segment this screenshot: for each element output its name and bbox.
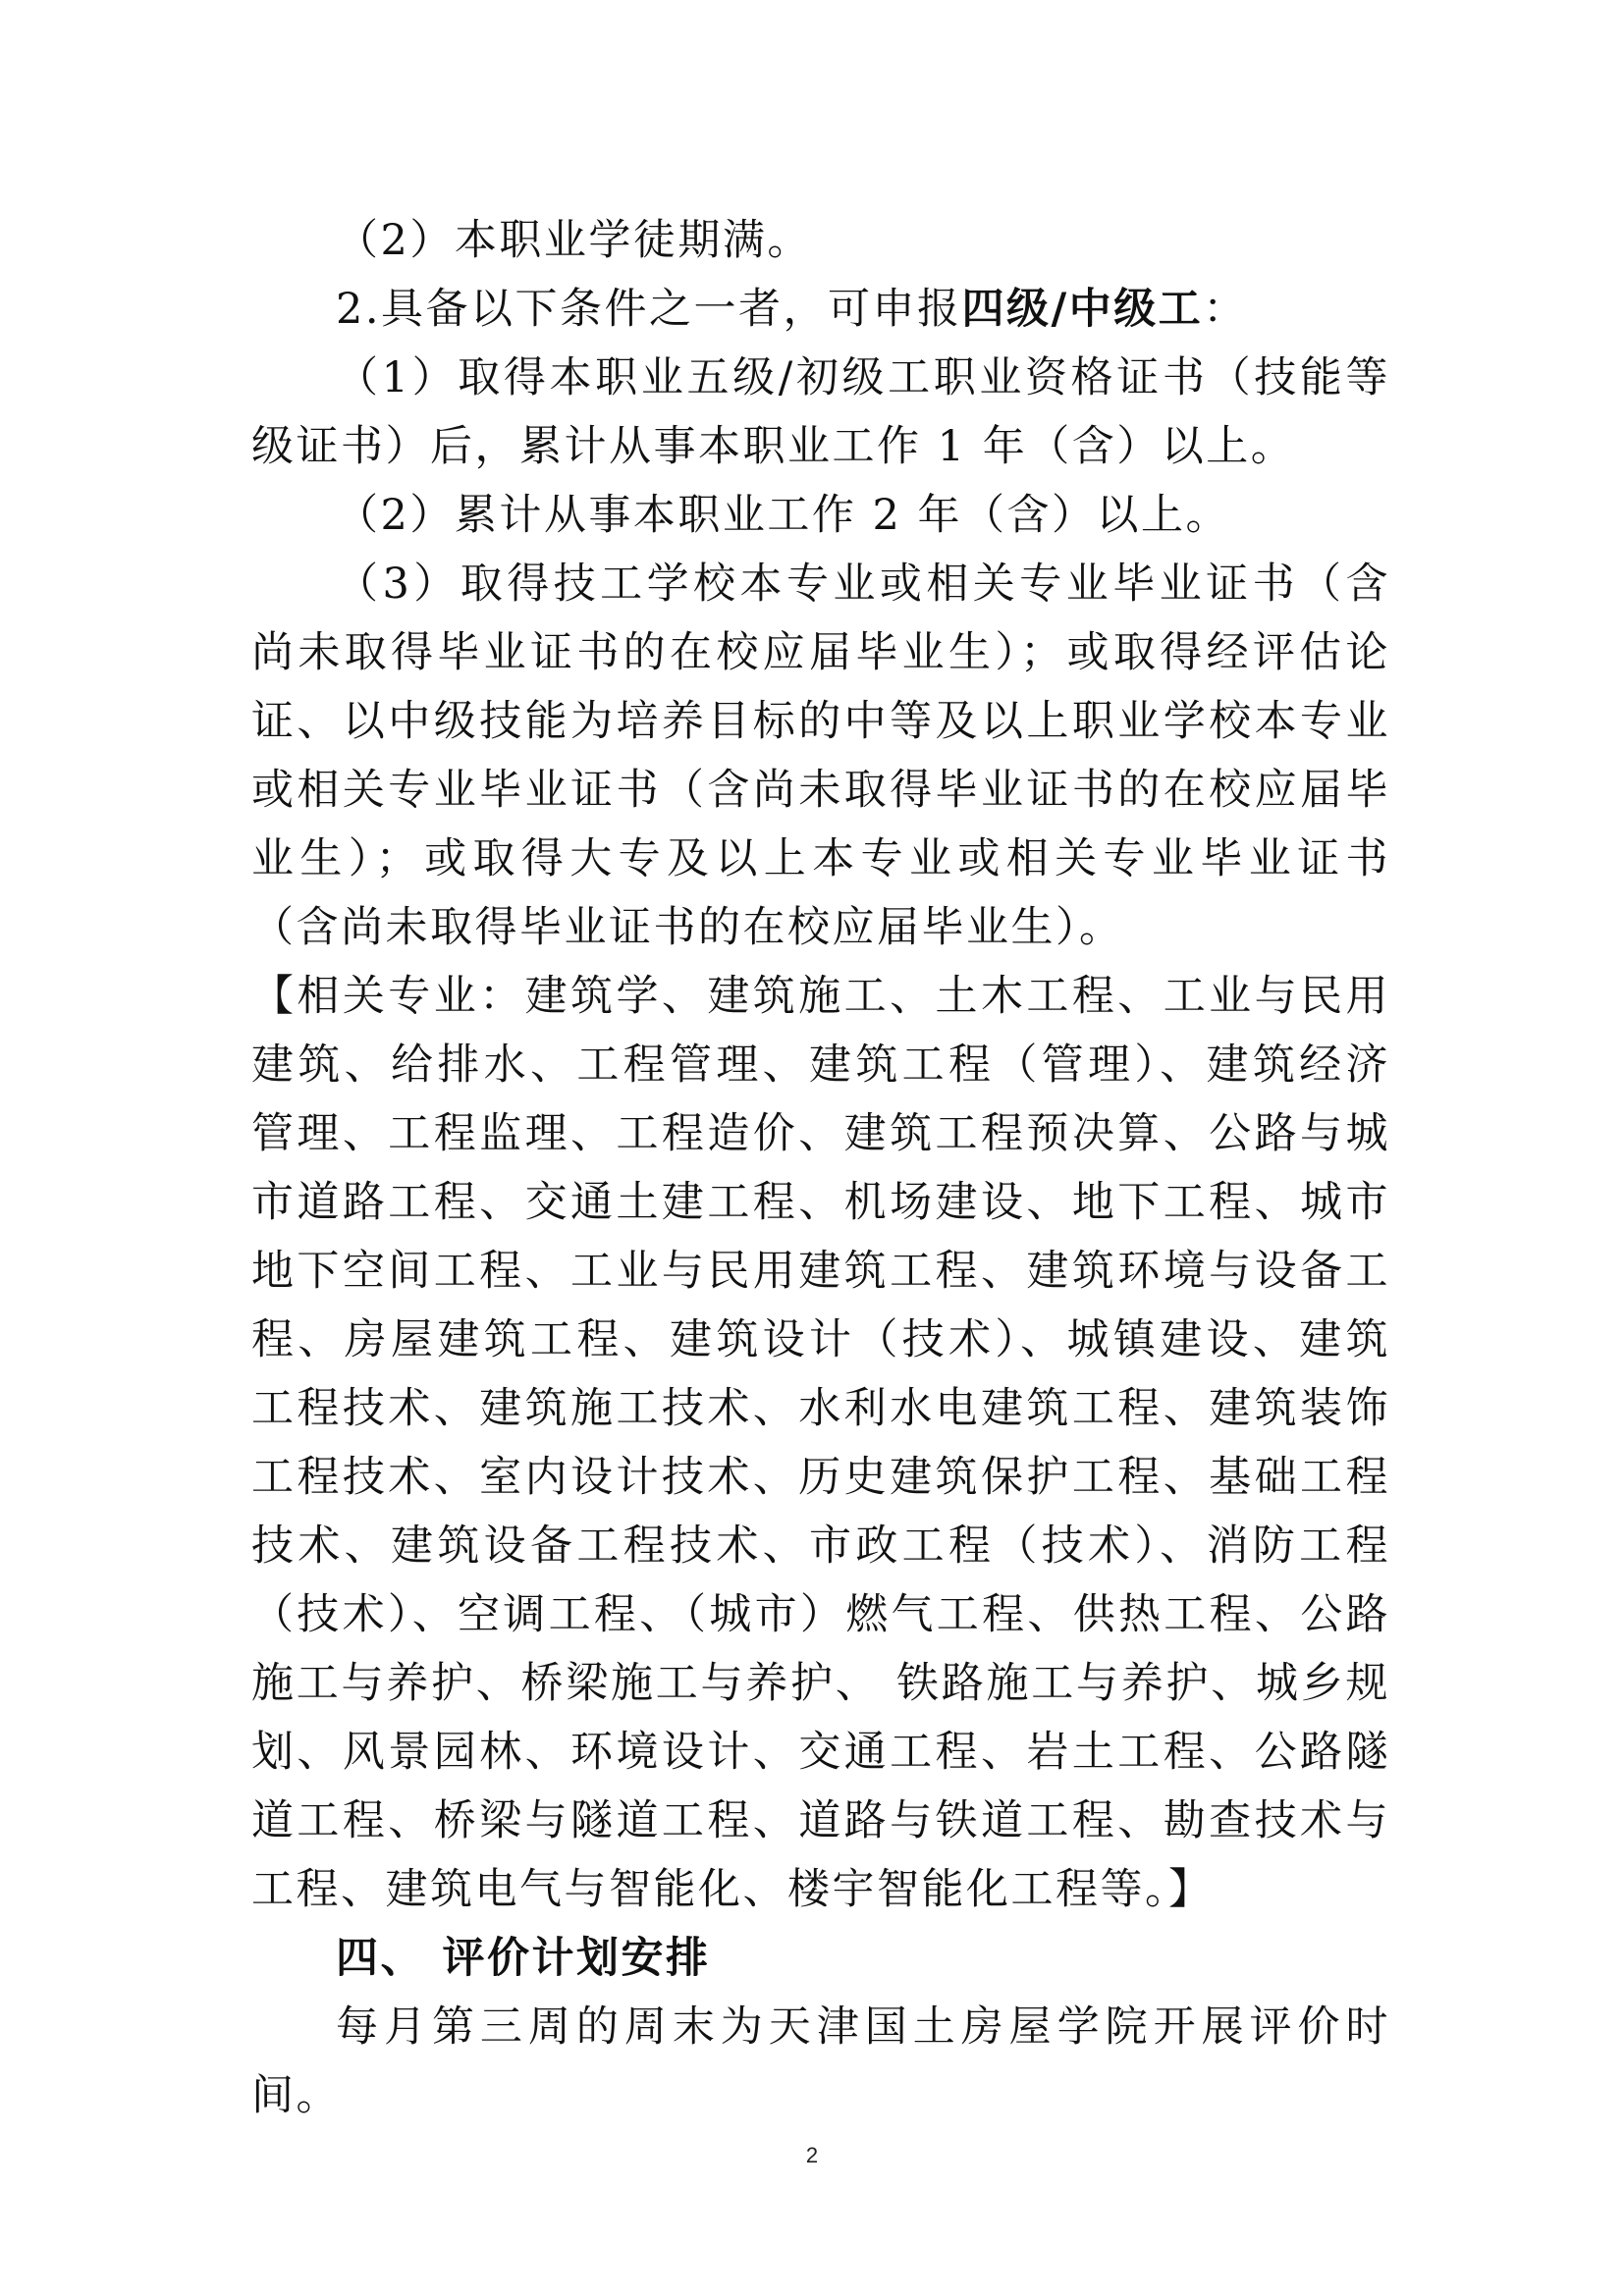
document-body	[251, 206, 1390, 2130]
page-number: 2	[805, 2143, 819, 2167]
section-2-item-1: （1）取得本职业五级/初级工职业资格证书（技能等级证书）后，累计从事本职业工作 1 年（含）以上。	[251, 353, 1390, 471]
section-2-item-3: （3）取得技工学校本专业或相关专业毕业证书（含尚未取得毕业证书的在校应届毕业生）；或取得经评估论证、以中级技能为培养目标的中等及以上职业学校本专业或相关专业毕业证书（含尚未取得毕业证书的在校应届毕业生）；或取得大专及以上本专业或相关专业毕业证书（含尚未取得毕业证书的在校应届毕业生）。	[251, 560, 1390, 952]
item-1-2: （2）本职业学徒期满。	[336, 216, 812, 265]
section-2-suffix: ：	[1203, 285, 1248, 334]
section-2-item-2: （2）累计从事本职业工作 2 年（含）以上。	[336, 491, 1231, 540]
schedule-text: 每月第三周的周末为天津国土房屋学院开展评价时间。	[251, 2002, 1390, 2120]
section-2-prefix: 2.具备以下条件之一者，可申报	[336, 285, 962, 334]
section-2-level: 四级/中级工	[961, 285, 1204, 334]
section-2-intro	[251, 275, 1390, 344]
section-4-heading: 四、 评价计划安排	[336, 1934, 711, 1983]
related-majors: 【相关专业：建筑学、建筑施工、土木工程、工业与民用建筑、给排水、工程管理、建筑工程（管理）、建筑经济管理、工程监理、工程造价、建筑工程预决算、公路与城市道路工程、交通土建工程、机场建设、地下工程、城市地下空间工程、工业与民用建筑工程、建筑环境与设备工程、房屋建筑工程、建筑设计（技术）、城镇建设、建筑工程技术、建筑施工技术、水利水电建筑工程、建筑装饰工程技术、室内设计技术、历史建筑保护工程、基础工程技术、建筑设备工程技术、市政工程（技术）、消防工程（技术）、空调工程、（城市）燃气工程、供热工程、公路施工与养护、桥梁施工与养护、 铁路施工与养护、城乡规划、风景园林、环境设计、交通工程、岩土工程、公路隧道工程、桥梁与隧道工程、道路与铁道工程、勘查技术与工程、建筑电气与智能化、楼宇智能化工程等。】	[251, 972, 1390, 1914]
